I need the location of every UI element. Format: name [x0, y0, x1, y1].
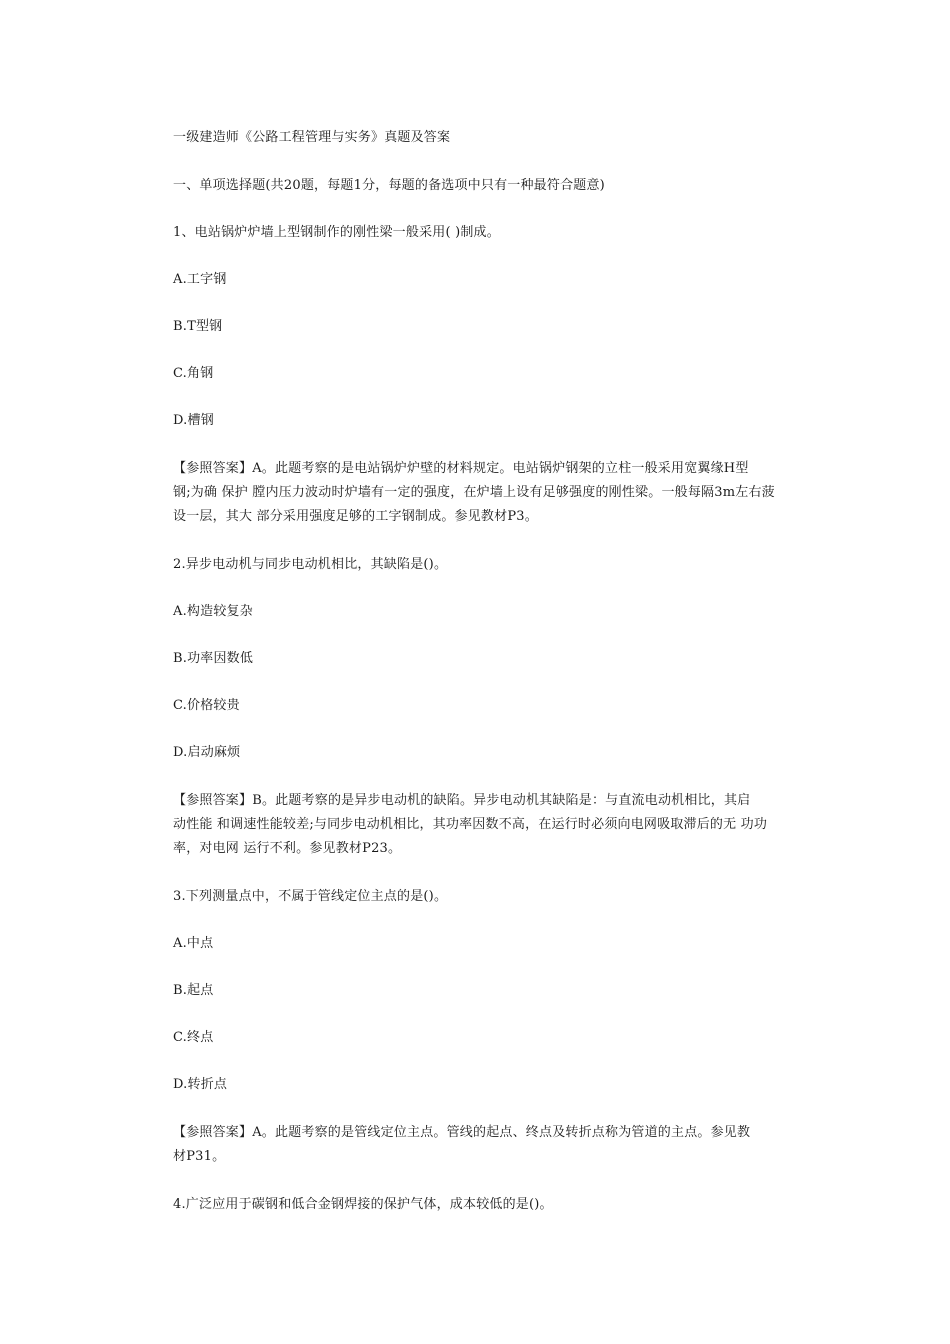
question-2-option-c: C.价格较贵 — [173, 698, 240, 713]
question-3-answer-line-1: 【参照答案】A。此题考察的是管线定位主点。管线的起点、终点及转折点称为管道的主点。参见教 — [173, 1125, 751, 1140]
question-3-option-d: D.转折点 — [173, 1077, 228, 1092]
question-1-option-b: B.T型钢 — [173, 319, 223, 334]
question-1-option-a: A.工字钢 — [173, 272, 227, 287]
question-2-answer-line-3: 率，对电网 运行不利。参见教材P23。 — [173, 841, 402, 856]
question-2-option-b: B.功率因数低 — [173, 651, 254, 666]
section-heading: 一、单项选择题(共20题，每题1分，每题的备选项中只有一种最符合题意) — [173, 178, 605, 193]
question-3-option-c: C.终点 — [173, 1030, 214, 1045]
question-3-option-a: A.中点 — [173, 936, 214, 951]
question-2-answer-line-1: 【参照答案】B。此题考察的是异步电动机的缺陷。异步电动机其缺陷是：与直流电动机相比，其启 — [173, 793, 751, 808]
question-2-answer-line-2: 动性能 和调速性能较差;与同步电动机相比，其功率因数不高，在运行时必须向电网吸取滞后的无 功功 — [173, 817, 768, 832]
question-1-answer-line-3: 设一层，其大 部分采用强度足够的工字钢制成。参见教材P3。 — [173, 509, 538, 524]
document-title: 一级建造师《公路工程管理与实务》真题及答案 — [173, 130, 451, 145]
question-1-answer-line-2: 钢;为确 保护 膛内压力波动时炉墙有一定的强度，在炉墙上设有足够强度的刚性梁。一般每隔3m左右菠 — [173, 485, 775, 500]
question-2-option-d: D.启动麻烦 — [173, 745, 241, 760]
question-3-stem: 3.下列测量点中，不属于管线定位主点的是()。 — [173, 889, 448, 904]
question-1-option-d: D.槽钢 — [173, 413, 214, 428]
question-1-answer-line-1: 【参照答案】A。此题考察的是电站锅炉炉壁的材料规定。电站锅炉钢架的立柱一般采用宽翼缘H型 — [173, 461, 749, 476]
question-2-option-a: A.构造较复杂 — [173, 604, 253, 619]
question-3-option-b: B.起点 — [173, 983, 214, 998]
question-4-stem: 4.广泛应用于碳钢和低合金钢焊接的保护气体，成本较低的是()。 — [173, 1197, 553, 1212]
question-1-option-c: C.角钢 — [173, 366, 214, 381]
question-2-stem: 2.异步电动机与同步电动机相比，其缺陷是()。 — [173, 557, 448, 572]
question-1-stem: 1、电站锅炉炉墙上型钢制作的刚性梁一般采用( )制成。 — [173, 225, 500, 240]
question-3-answer-line-2: 材P31。 — [173, 1149, 226, 1164]
